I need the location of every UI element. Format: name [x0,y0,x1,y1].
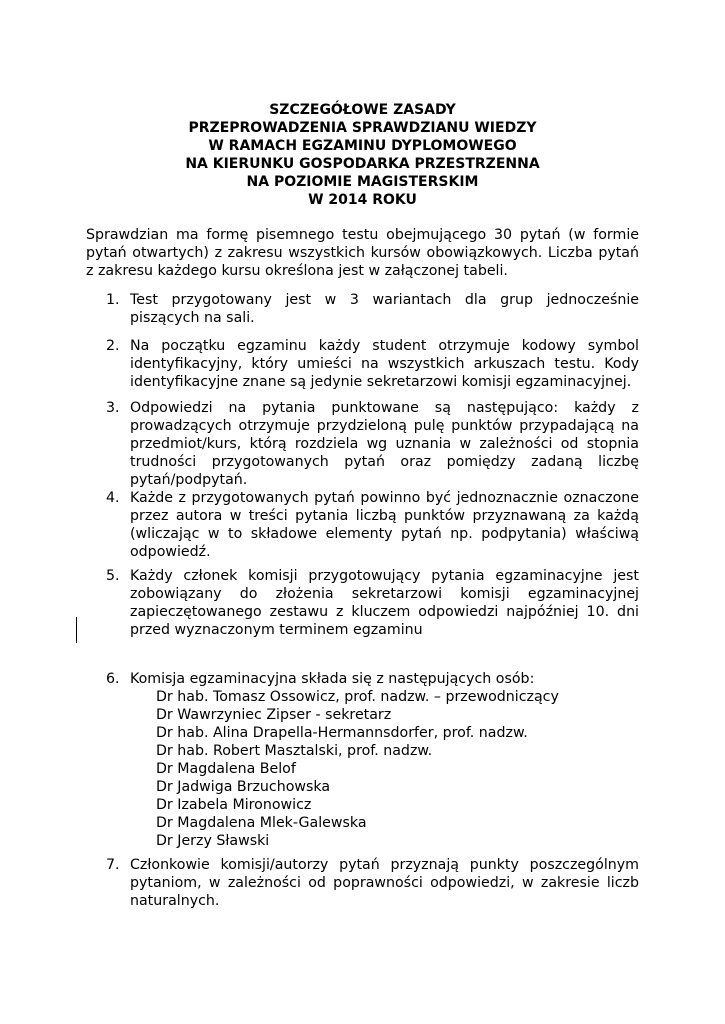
item-number: 4. [106,490,120,506]
committee-member: Dr hab. Alina Drapella-Hermannsdorfer, prof. nadzw. [156,725,528,741]
committee-member: Dr Wawrzyniec Zipser - sekretarz [156,707,392,723]
committee-member: Dr Magdalena Belof [156,761,296,777]
item-number: 5. [106,568,120,584]
title-line: SZCZEGÓŁOWE ZASADY [269,102,456,118]
item-number: 7. [106,857,120,873]
item-text: Komisja egzaminacyjna składa się z następujących osób: [130,671,535,687]
item-text: Odpowiedzi na pytania punktowane są następująco: każdy z prowadzących otrzymuje przydzieloną pulę punktów przypadającą na przedmiot/kurs, którą rozdziela wg uznania w zależności od stopnia trudności przygotowanych pytań oraz pomiędzy zadaną liczbę pytań/podpytań. [130,400,639,488]
item-text: Każdy członek komisji przygotowujący pytania egzaminacyjne jest zobowiązany do złożenia sekretarzowi komisji egzaminacyjnej zapieczętowanego zestawu z kluczem odpowiedzi najpóźniej 10. dni przed wyznaczonym terminem egzaminu [130,568,639,638]
committee-member: Dr Magdalena Mlek-Galewska [156,815,367,831]
title-line: PRZEPROWADZENIA SPRAWDZIANU WIEDZY [188,120,537,136]
item-number: 3. [106,400,120,416]
committee-member: Dr hab. Robert Masztalski, prof. nadzw. [156,743,433,759]
committee-member: Dr Jerzy Sławski [156,833,270,849]
item-text: Na początku egzaminu każdy student otrzymuje kodowy symbol identyfikacyjny, który umieści na wszystkich arkuszach testu. Kody identyfikacyjne znane są jedynie sekretarzowi komisji egzaminacyjnej. [130,338,639,390]
intro-paragraph: Sprawdzian ma formę pisemnego testu obejmującego 30 pytań (w formie pytań otwartych) z zakresu wszystkich kursów obowiązkowych. Liczba pytań z zakresu każdego kursu określona jest w załączonej tabeli. [86,227,639,279]
title-line: NA KIERUNKU GOSPODARKA PRZESTRZENNA [185,156,540,172]
item-text: Członkowie komisji/autorzy pytań przyznają punkty poszczególnym pytaniom, w zależności od poprawności odpowiedzi, w zakresie liczb naturalnych. [130,857,639,909]
text-cursor [76,617,77,643]
item-number: 1. [106,292,120,308]
item-number: 2. [106,338,120,354]
title-line: W 2014 ROKU [308,192,417,208]
item-text: Test przygotowany jest w 3 wariantach dla grup jednocześnie piszących na sali. [130,292,639,326]
committee-member: Dr hab. Tomasz Ossowicz, prof. nadzw. – przewodniczący [156,689,559,705]
committee-member: Dr Izabela Mironowicz [156,797,312,813]
item-number: 6. [106,671,120,687]
title-line: W RAMACH EGZAMINU DYPLOMOWEGO [208,138,517,154]
committee-members-list [156,688,559,850]
item-text: Każde z przygotowanych pytań powinno być jednoznacznie oznaczone przez autora w treści pytania liczbą punktów przyznawaną za każdą (wliczając w to składowe elementy pytań np. podpytania) właściwą odpowiedź. [130,490,639,560]
document-title [86,101,639,209]
title-line: NA POZIOMIE MAGISTERSKIM [246,174,479,190]
committee-member: Dr Jadwiga Brzuchowska [156,779,331,795]
